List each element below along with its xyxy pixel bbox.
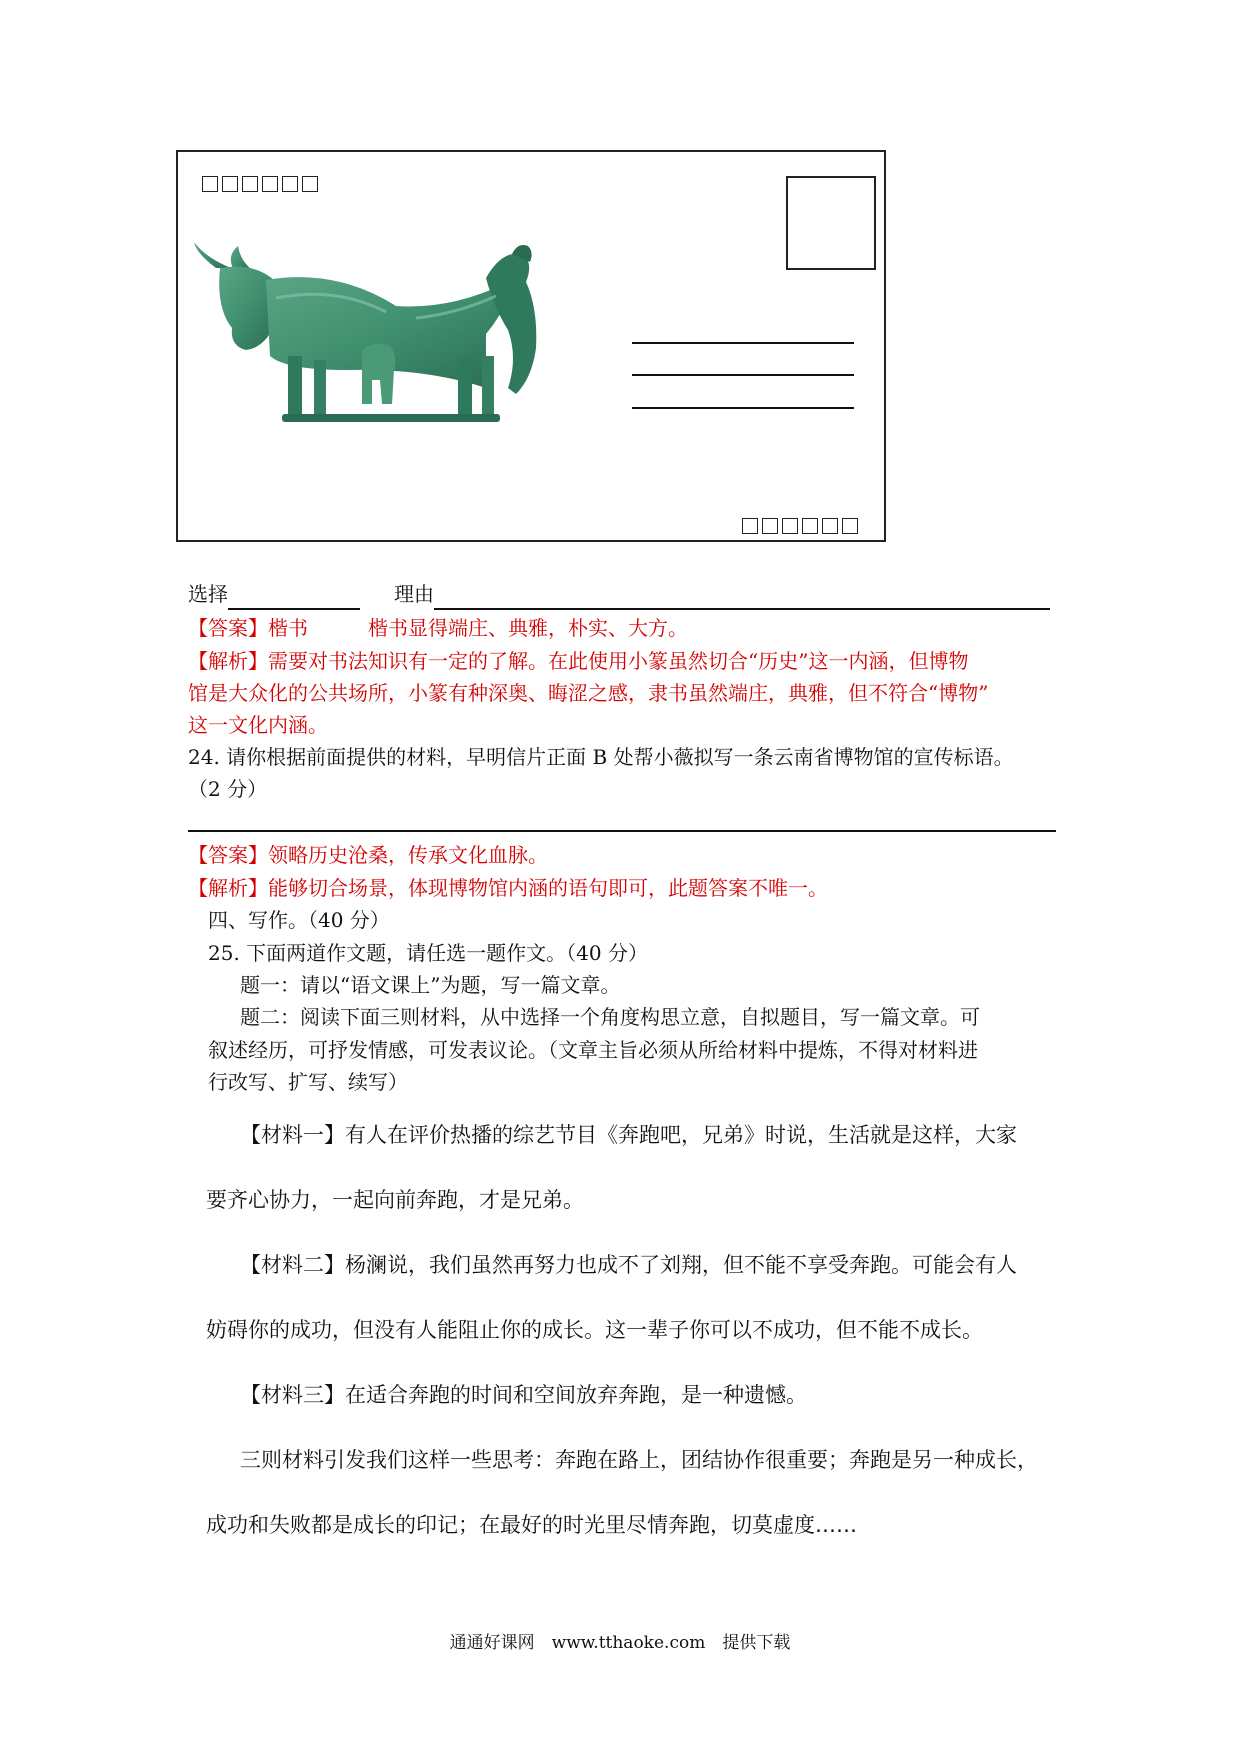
q24-answer: 【答案】领略历史沧桑，传承文化血脉。 xyxy=(188,843,548,867)
postcode-box xyxy=(782,518,798,534)
choose-label: 选择 xyxy=(188,582,228,606)
summary-line-2: 成功和失败都是成长的印记；在最好的时光里尽情奔跑，切莫虚度…… xyxy=(206,1513,857,1537)
material-1-line-2: 要齐心协力，一起向前奔跑，才是兄弟。 xyxy=(206,1188,584,1212)
choose-blank xyxy=(228,582,360,610)
q24-score: （2 分） xyxy=(188,777,268,801)
postcode-box xyxy=(762,518,778,534)
topic-2-line-1: 题二：阅读下面三则材料，从中选择一个角度构思立意，自拟题目，写一篇文章。可 xyxy=(240,1005,980,1029)
postcode-boxes-bottom xyxy=(742,518,858,534)
q23-analysis-line-1: 【解析】需要对书法知识有一定的了解。在此使用小篆虽然切合“历史”这一内涵，但博物 xyxy=(188,649,969,673)
material-2-line-1: 【材料二】杨澜说，我们虽然再努力也成不了刘翔，但不能不享受奔跑。可能会有人 xyxy=(240,1253,1017,1277)
footer-source: 通通好课网 www.tthaoke.com 提供下载 xyxy=(449,1633,791,1653)
choose-reason-row xyxy=(188,578,1050,610)
postcode-box xyxy=(242,176,258,192)
q24-analysis: 【解析】能够切合场景，体现博物馆内涵的语句即可，此题答案不唯一。 xyxy=(188,876,828,900)
q23-analysis-line-2: 馆是大众化的公共场所，小篆有种深奥、晦涩之感，隶书虽然端庄，典雅，但不符合“博物” xyxy=(188,681,989,705)
postcode-box xyxy=(802,518,818,534)
material-2-line-2: 妨碍你的成功，但没有人能阻止你的成长。这一辈子你可以不成功，但不能不成长。 xyxy=(206,1318,983,1342)
section-4-title: 四、写作。（40 分） xyxy=(208,908,390,932)
postcard xyxy=(176,150,886,542)
summary-line-1: 三则材料引发我们这样一些思考：奔跑在路上，团结协作很重要；奔跑是另一种成长， xyxy=(240,1448,1038,1472)
postcode-box xyxy=(282,176,298,192)
material-1-line-1: 【材料一】有人在评价热播的综艺节目《奔跑吧，兄弟》时说，生活就是这样，大家 xyxy=(240,1123,1017,1147)
topic-2-line-3: 行改写、扩写、续写） xyxy=(208,1070,408,1094)
material-3: 【材料三】在适合奔跑的时间和空间放弃奔跑，是一种遗憾。 xyxy=(240,1383,807,1407)
q24-answer-line xyxy=(188,830,1056,832)
postcode-boxes-top xyxy=(202,176,318,192)
address-line-1 xyxy=(632,342,854,344)
postcode-box xyxy=(262,176,278,192)
postcode-box xyxy=(302,176,318,192)
reason-blank xyxy=(434,582,1050,610)
address-line-2 xyxy=(632,374,854,376)
address-line-3 xyxy=(632,407,854,409)
topic-1: 题一：请以“语文课上”为题，写一篇文章。 xyxy=(240,973,621,997)
reason-label: 理由 xyxy=(394,582,434,606)
topic-2-line-2: 叙述经历，可抒发情感，可发表议论。（文章主旨必须从所给材料中提炼，不得对材料进 xyxy=(208,1038,978,1062)
bronze-ox-artifact-image xyxy=(186,238,606,468)
postcode-box xyxy=(822,518,838,534)
stamp-box xyxy=(786,176,876,270)
postcode-box xyxy=(742,518,758,534)
q24-question: 24. 请你根据前面提供的材料，早明信片正面 B 处帮小薇拟写一条云南省博物馆的宣传标语。 xyxy=(188,745,1014,769)
q23-answer: 【答案】楷书 楷书显得端庄、典雅，朴实、大方。 xyxy=(188,616,688,640)
q23-analysis-line-3: 这一文化内涵。 xyxy=(188,713,328,737)
postcode-box xyxy=(222,176,238,192)
q25-prompt: 25. 下面两道作文题，请任选一题作文。（40 分） xyxy=(208,941,648,965)
postcode-box xyxy=(202,176,218,192)
postcode-box xyxy=(842,518,858,534)
